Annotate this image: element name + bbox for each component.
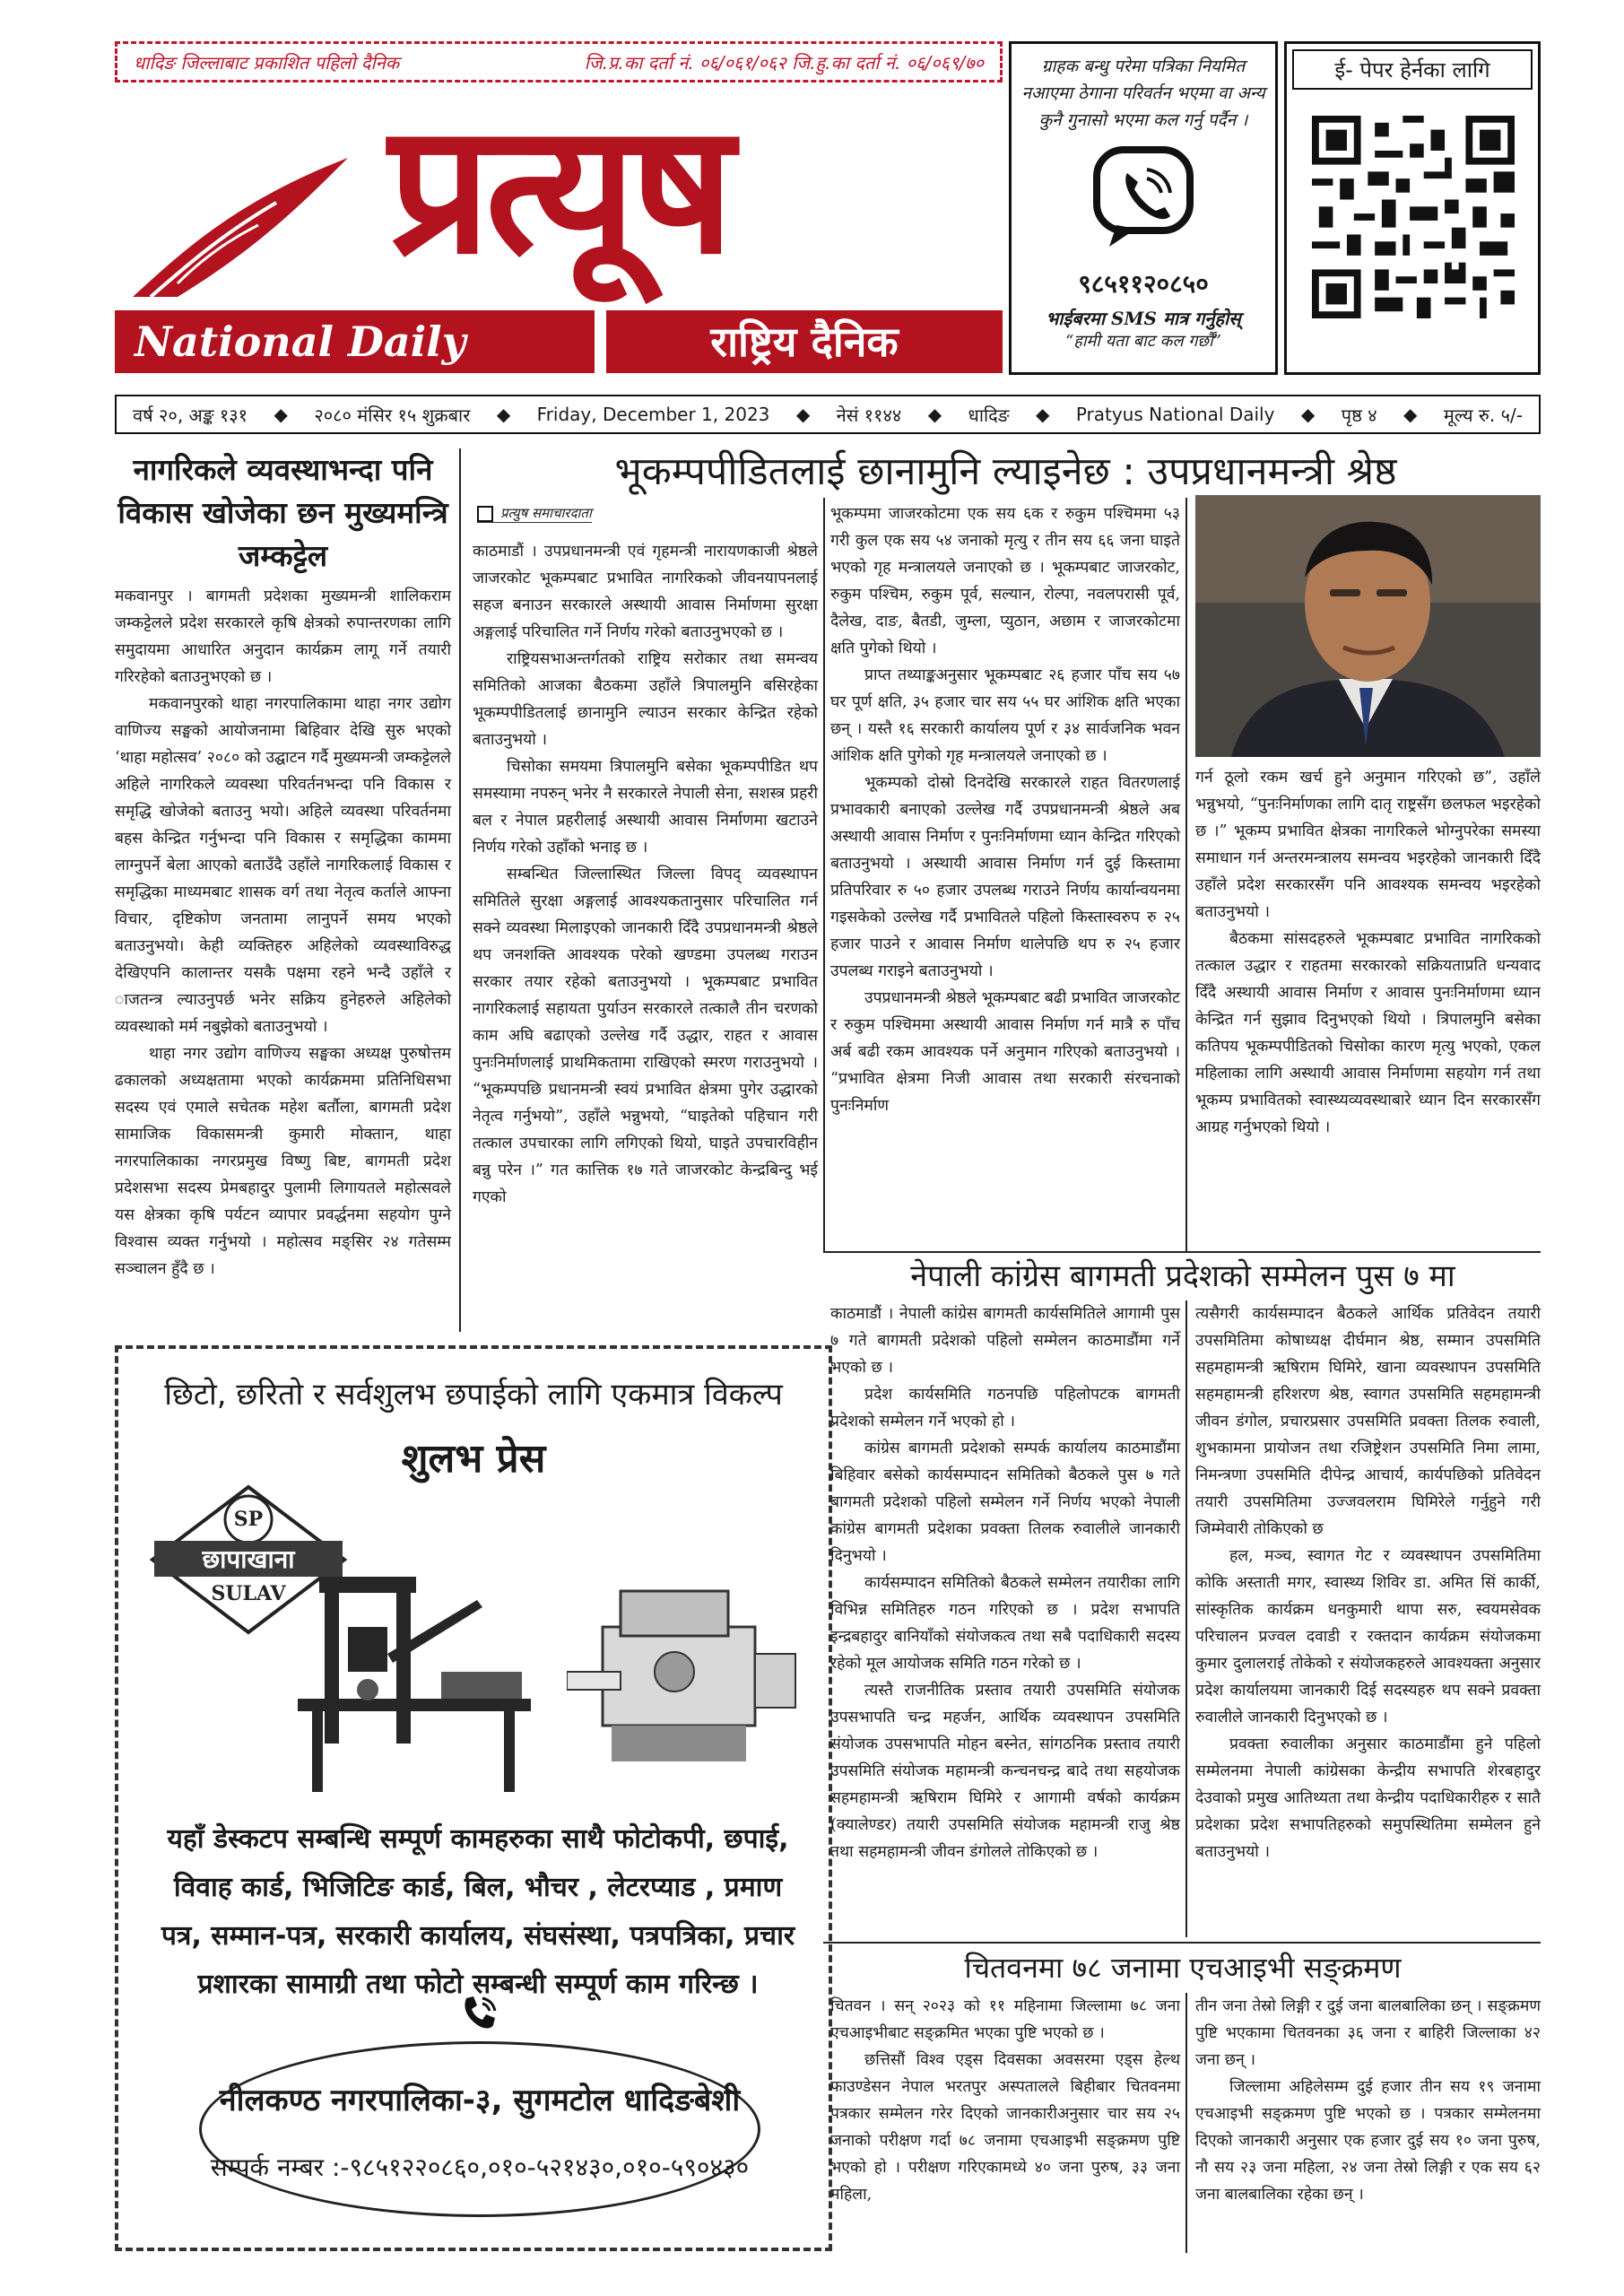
nepal-samvat: नेसं ११४४ bbox=[836, 404, 902, 426]
print-shop-advert bbox=[115, 1345, 832, 2251]
logo-sulav-text: SULAV bbox=[211, 1582, 286, 1605]
congress-para: कार्यसम्पादन समितिको बैठकले सम्मेलन तयारीका लागि विभिन्न समितिहरु गठन गरिएको छ । प्रदेश सभापति इन्द्रबहादुर बानियाँको संयोजकत्व तथा सबै पदाधिकारी सदस्य रहेको मूल आयोजक समिति गठन गरेको छ । bbox=[830, 1574, 1180, 1673]
logo-title: प्रत्यूष bbox=[388, 83, 729, 294]
congress-para: त्यस्तै राजनीतिक प्रस्ताव तयारी उपसमिति संयोजक उपसभापति चन्द्र महर्जन, आर्थिक व्यवस्थापन उपसमिति संयोजक उपसभापति मोहन बस्नेत, सांगठनिक प्रस्ताव तयारी उपसमिति संयोजक महामन्त्री कन्चनचन्द्र बादे तथा सहयोजक सहमहामन्त्री ऋषिराम घिमिरे र आगामी वर्षको कार्यक्रम (क्यालेण्डर) तयारी उपसमिति संयोजक महामन्त्री राजु श्रेष्ठ तथा सहमहामन्त्री जीवन डंगोलले तोकिएको छ । bbox=[830, 1682, 1180, 1861]
hand-press-illustration bbox=[262, 1564, 549, 1797]
callback-slogan: “हामी यता बाट कल गर्छौं” bbox=[1065, 332, 1221, 351]
date-nepali: २०८० मंसिर १५ शुक्रबार bbox=[314, 404, 471, 426]
main-story-para: चिसोका समयमा त्रिपालमुनि बसेका भूकम्पपीडित थप समस्यामा नपरुन् भनेर नै सरकारले नेपाली सेना, सशस्त्र प्रहरी बल र नेपाल प्रहरीलाई अस्थायी आवास निर्माणमा खटाउने निर्णय गरेको उहाँको भनाइ छ । bbox=[473, 758, 818, 857]
congress-col1 bbox=[830, 1300, 1180, 1866]
hiv-para: जिल्लामा अहिलेसम्म दुई हजार तीन सय १९ जनामा एचआइभी सङ्क्रमण पुष्टि भएको छ । पत्रकार सम्मेलनमा दिएको जानकारी अनुसार एक हजार दुई सय १० जना पुरुष, नौ सय २३ जना महिला, २४ जना तेस्रो लिङ्गी र एक सय ६२ जना बालबालिका रहेका छन् । bbox=[1195, 2078, 1541, 2204]
phone-icon bbox=[459, 1993, 499, 2032]
registration-number: जि.प्र.का दर्ता नं. ०६/०६१/०६२ जि.हु.का दर्ता नं. ०६/०६९/७० bbox=[584, 51, 984, 74]
left-story-para: मकवानपुर । बागमती प्रदेशका मुख्यमन्त्री शालिकराम जम्कट्टेलले प्रदेश सरकारले कृषि क्षेत्रको रुपान्तरणका लागि समुदायमा आधारित अनुदान कार्यक्रम लागू गर्ने तयारी गरिरहेको बताउनुभएको छ । bbox=[115, 587, 451, 686]
left-story-para: मकवानपुरको थाहा नगरपालिकामा थाहा नगर उद्योग वाणिज्य सङ्घको आयोजनामा बिहिवार देखि सुरु भएको ‘थाहा महोत्सव’ २०८० को उद्घाटन गर्दै मुख्यमन्त्री जम्कट्टेलले अहिले नागरिकले व्यवस्था परिवर्तनभन्दा पनि विकास र समृद्धि खोजेको बताउनु भयो। अहिले व्यवस्था परिवर्तनमा बहस केन्द्रित गर्नुभन्दा पनि विकास र समृद्धिका काममा लाग्नुपर्ने बेला आएको बताउँदै उहाँले नागरिकलाई विकास र समृद्धिका माध्यमबाट शासक वर्ग तथा नेतृत्व कर्ताले आफ्ना विचार, दृष्टिकोण जनतामा लानुपर्ने समय भएको बताउनुभयो। केही व्यक्तिहरु अहिलेको व्यवस्थाविरुद्ध देखिएपनि कालान्तर यसकै पक्षमा रहने भन्दै उहाँले र ाजतन्त्र ल्याउनुपर्छ भनेर सक्रिय हुनेहरुले अहिलेको व्यवस्थाको मर्म नबुझेको बताउनुभयो । bbox=[115, 695, 451, 1036]
publication-place: धादिङ bbox=[968, 404, 1010, 426]
main-story-para: उपप्रधानमन्त्री श्रेष्ठले भूकम्पबाट बढी प्रभावित जाजरकोट र रुकुम पश्चिममा अस्थायी आवास निर्माण गर्न मात्रै रु पाँच अर्ब बढी रकम आवश्यक पर्ने अनुमान गरिएको बताउनुभयो । “प्रभावित क्षेत्रमा निजी आवास तथा सरकारी संरचनाको पुनःनिर्माण bbox=[830, 989, 1180, 1115]
main-story-col1 bbox=[473, 538, 818, 1211]
congress-para: काठमाडौं । नेपाली कांग्रेस बागमती कार्यसमितिले आगामी पुस ७ गते बागमती प्रदेशको पहिलो सम्मेलन काठमाडौंमा गर्ने भएको छ । bbox=[830, 1305, 1180, 1377]
column-divider bbox=[823, 498, 825, 1251]
advert-tagline: छिटो, छरितो र सर्वशुलभ छपाईको लागि एकमात्र विकल्प bbox=[164, 1377, 783, 1413]
column-divider bbox=[459, 448, 461, 1332]
logo-band-text: छापाखाना bbox=[202, 1544, 295, 1574]
offset-press-illustration bbox=[567, 1573, 800, 1770]
price: मूल्य रु. ५/- bbox=[1443, 404, 1523, 426]
congress-para: प्रदेश कार्यसमिति गठनपछि पहिलोपटक बागमती प्रदेशको सम्मेलन गर्ने भएको हो । bbox=[830, 1386, 1180, 1431]
main-story-para: प्राप्त तथ्याङ्कअनुसार भूकम्पबाट २६ हजार पाँच सय ५७ घर पूर्ण क्षति, ३५ हजार चार सय ५५ घर आंशिक क्षति भएका छन् । यस्तै १६ सरकारी कार्यालय पूर्ण र ३४ सार्वजनिक भवन आंशिक क्षति पुगेको गृह मन्त्रालयले जनाएको छ । bbox=[830, 666, 1180, 765]
issue-info-bar: वर्ष २०, अङ्क १३१ ◆ २०८० मंसिर १५ शुक्रबार ◆ Friday, December 1, 2023 ◆ नेसं ११४४ ◆ धादिङ ◆ Pratyus National Daily ◆ पृष्ठ ४ ◆ मूल्य रु. ५/- bbox=[115, 395, 1541, 434]
page-number: पृष्ठ ४ bbox=[1341, 404, 1377, 426]
subscriber-notice bbox=[1009, 41, 1278, 375]
main-story-para: भूकम्पको दोस्रो दिनदेखि सरकारले राहत वितरणलाई प्रभावकारी बनाएको उल्लेख गर्दै उपप्रधानमन्त्री श्रेष्ठले अब अस्थायी आवास निर्माण र पुनःनिर्माणमा ध्यान केन्द्रित गरिएको बताउनुभयो । अस्थायी आवास निर्माण गर्न दुई किस्तामा प्रतिपरिवार रु ५० हजार उपलब्ध गराउने निर्णय कार्यान्वयनमा गइसकेको उल्लेख गर्दै प्रभावितले पहिलो किस्तास्वरुप रु २५ हजार पाउने र आवास निर्माण थालेपछि थप रु २५ हजार उपलब्ध गराइने बताउनुभयो । bbox=[830, 774, 1180, 980]
newspaper-logo bbox=[115, 83, 1003, 375]
hiv-para: छत्तिसौं विश्व एड्स दिवसका अवसरमा एड्स हेल्थ फाउण्डेसन नेपाल भरतपुर अस्पतालले बिहीबार चितवनमा पत्रकार सम्मेलन गरेर दिएको जानकारीअनुसार चार सय २५ जनाको परीक्षण गर्दा ७८ जनामा एचआइभी सङ्क्रमण पुष्टि भएको हो । परीक्षण गरिएकामध्ये ४० जना पुरुष, ३३ जना महिला, bbox=[830, 2051, 1180, 2204]
byline: प्रत्युष समाचारदाता bbox=[477, 504, 592, 523]
main-story-para: सम्बन्धित जिल्लास्थित जिल्ला विपद् व्यवस्थापन समितिले सुरक्षा अङ्गलाई आवश्यकतानुसार परिचालित गर्न सक्ने व्यवस्था मिलाइएको जानकारी दिँदै उपप्रधानमन्त्री श्रेष्ठले थप जनशक्ति आवश्यक परेको खण्डमा उपलब्ध गराउन सरकार तयार रहेको बताउनुभयो । भूकम्पबाट प्रभावित नागरिकलाई सहायता पुर्याउन सरकारले तत्कालै तीन चरणको काम अघि बढाएको उल्लेख गर्दै उद्धार, राहत र आवास पुनःनिर्माणलाई प्राथमिकतामा राखिएको स्मरण गराउनुभयो । “भूकम्पपछि प्रधानमन्त्री स्वयं प्रभावित क्षेत्रमा पुगेर उद्धारको नेतृत्व गर्नुभयो”, उहाँले भन्नुभयो, “घाइतेको पहिचान गरी तत्काल उपचारका लागि लगिएको थियो, घाइते उपचारविहीन बन्नु परेन ।” गत कात्तिक १७ गते जाजरकोट केन्द्रबिन्दु भई गएको bbox=[473, 865, 818, 1206]
main-story-para: काठमाडौं । उपप्रधानमन्त्री एवं गृहमन्त्री नारायणकाजी श्रेष्ठले जाजरकोट भूकम्पबाट प्रभावित नागरिकको जीवनयापनलाई सहज बनाउन सरकारले अस्थायी आवास निर्माणमा सुरक्षा अङ्गलाई परिचालित गर्ने निर्णय गरेको बताउनुभएको छ । bbox=[473, 543, 818, 641]
congress-para: त्यसैगरी कार्यसम्पादन बैठकले आर्थिक प्रतिवेदन तयारी उपसमितिमा कोषाध्यक्ष दीर्घमान श्रेष्ठ, सम्मान उपसमिति सहमहामन्त्री ऋषिराम घिमिरे, खाना व्यवस्थापन उपसमिति सहमहामन्त्री हरिशरण श्रेष्ठ, स्वागत उपसमिति सहमहामन्त्री जीवन डंगोल, प्रचारप्रसार उपसमिति प्रवक्ता तिलक रुवाली, शुभकामना प्रायोजन तथा रजिष्ट्रेशन उपसमिति निमा लामा, निमन्त्रणा उपसमिति दीपेन्द्र आचार्य, कार्यपछिको प्रतिवेदन तयारी उपसमितिमा उज्जवलराम घिमिरेले गर्नुहुने गरी जिम्मेवारी तोकिएको छ bbox=[1195, 1305, 1541, 1538]
first-daily-label: धादिङ जिल्लाबाट प्रकाशित पहिलो दैनिक bbox=[134, 51, 400, 74]
section-divider bbox=[823, 1251, 1541, 1253]
sms-instruction: भाईबरमा SMS मात्र गर्नुहोस् bbox=[1046, 308, 1241, 329]
advert-name: शुलभ प्रेस bbox=[401, 1436, 546, 1482]
deputy-pm-photo bbox=[1195, 495, 1541, 757]
main-story-para: गर्न ठूलो रकम खर्च हुने अनुमान गरिएको छ”, उहाँले भन्नुभयो, “पुनःनिर्माणका लागि दातृ राष्ट्रसँग छलफल भइरहेको छ ।” भूकम्प प्रभावित क्षेत्रका नागरिकले भोग्नुपरेका समस्या समाधान गर्न अन्तरमन्त्रालय समन्वय भइरहेको जानकारी दिँदै उहाँले प्रदेश सरकारसँग पनि आवश्यक समन्वय भइरहेको बताउनुभयो । bbox=[1195, 769, 1541, 921]
section-divider bbox=[823, 1942, 1541, 1944]
nepali-name: राष्ट्रिय दैनिक bbox=[606, 310, 1003, 373]
notice-text: ग्राहक बन्धु परेमा पत्रिका नियमित नआएमा ठेगाना परिवर्तन भएमा वा अन्य कुनै गुनासो भएमा कल गर्नु पर्दैन । bbox=[1021, 57, 1265, 130]
english-name: National Daily bbox=[115, 310, 595, 373]
hiv-para: तीन जना तेस्रो लिङ्गी र दुई जना बालबालिका छन् । सङ्क्रमण पुष्टि भएकामा चितवनका ३६ जना र बाहिरी जिल्लाका ४२ जना छन् । bbox=[1195, 1997, 1541, 2069]
main-headline: भूकम्पपीडितलाई छानामुनि ल्याइनेछ : उपप्रधानमन्त्री श्रेष्ठ bbox=[614, 449, 1397, 494]
qr-code-icon[interactable] bbox=[1312, 116, 1515, 318]
viber-number[interactable]: ९८५११२०८५० bbox=[1078, 269, 1209, 299]
contact-oval bbox=[199, 2041, 760, 2217]
column-divider bbox=[1185, 1300, 1187, 1937]
advert-contact-numbers[interactable]: सम्पर्क नम्बर :-९८५१२२०८६०,०१०-५२१४३०,०१०-५९०४३० bbox=[210, 2152, 750, 2182]
column-divider bbox=[1185, 498, 1187, 1251]
main-story-para: बैठकमा सांसदहरुले भूकम्पबाट प्रभावित नागरिकको तत्काल उद्धार र राहतमा सरकारको सक्रियताप्रति धन्यवाद दिँदै अस्थायी आवास निर्माण र आवास पुनःनिर्माणमा ध्यान केन्द्रित गर्न सुझाव दिनुभएको थियो । त्रिपालमुनि बसेका कतिपय भूकम्पपीडितको चिसोका कारण मृत्यु भएको, एकल महिलाका लागि अस्थायी आवास निर्माणमा सहयोग गर्न तथा भूकम्प प्रभावितको स्वास्थ्यव्यवस्थाबारे ध्यान दिन सरकारसँग आग्रह गर्नुभएको थियो । bbox=[1195, 930, 1541, 1136]
advert-address: नीलकण्ठ नगरपालिका-३, सुगमटोल धादिङबेशी bbox=[219, 2083, 741, 2118]
left-story-para: थाहा नगर उद्योग वाणिज्य सङ्घका अध्यक्ष पुरुषोत्तम ढकालको अध्यक्षतामा भएको कार्यक्रममा प्रतिनिधिसभा सदस्य एवं एमाले सचेतक महेश बर्तौला, बागमती प्रदेश सामाजिक विकासमन्त्री कुमारी मोक्तान, थाहा नगरपालिकाका नगरप्रमुख विष्णु बिष्ट, बागमती प्रदेश प्रदेशसभा सदस्य प्रेमबहादुर पुलामी लिगायतले महोत्सवले यस क्षेत्रका कृषि पर्यटन व्यापार प्रवर्द्धनमा सहयोग पुग्ने विश्वास व्यक्त गर्नुभयो । महोत्सव मङ्सिर २४ गतेसम्म सञ्चालन हुँदै छ । bbox=[115, 1045, 451, 1278]
congress-para: हल, मञ्च, स्वागत गेट र व्यवस्थापन उपसमितिमा कोकि अस्ताती मगर, स्वास्थ्य शिविर डा. अमित सिं कार्की, सांस्कृतिक कार्यक्रम धनकुमारी थापा सरु, स्वयमसेवक परिचालन प्रज्वल दवाडी र रक्तदान कार्यक्रम संयोजकमा कुमार दुलालराई तोकेको र संयोजकहरुले आवश्यक्ता अनुसार प्रदेश कार्यालयमा जानकारी दिई सदस्यहरु थप सक्ने प्रवक्ता रुवालीले जानकारी दिनुभएको छ । bbox=[1195, 1547, 1541, 1726]
logo-sp-text: SP bbox=[233, 1508, 264, 1531]
hiv-col2 bbox=[1195, 1993, 1541, 2208]
congress-headline: नेपाली कांग्रेस बागमती प्रदेशको सम्मेलन पुस ७ मा bbox=[910, 1258, 1455, 1294]
viber-icon bbox=[1090, 143, 1197, 250]
main-story-col2 bbox=[830, 500, 1180, 1119]
left-story bbox=[115, 448, 451, 1283]
hiv-col1 bbox=[830, 1993, 1180, 2208]
main-story-para: राष्ट्रियसभाअन्तर्गतको राष्ट्रिय सरोकार तथा समन्वय समितिको आजका बैठकमा उहाँले त्रिपालमुनि बसिरहेका भूकम्पपीडितलाई छानामुनि ल्याउन सरकार केन्द्रित रहेको बताउनुभयो । bbox=[473, 650, 818, 749]
epaper-box bbox=[1284, 41, 1541, 375]
main-story-col3 bbox=[1195, 764, 1541, 1141]
english-title: Pratyus National Daily bbox=[1075, 404, 1275, 425]
main-story-para: भूकम्पमा जाजरकोटमा एक सय ६क र रुकुम पश्चिममा ५३ गरी कुल एक सय ५४ जनाको मृत्यु र तीन सय ६६ जना घाइते भएको गृह मन्त्रालयले जनाएको छ । भूकम्पबाट जाजरकोट, रुकुम पश्चिम, रुकुम पूर्व, सल्यान, रोल्पा, नवलपरासी पूर्व, दैलेख, दाङ, बैतडी, जुम्ला, प्युठान, अछाम र जाजरकोटमा क्षति पुगेको थियो । bbox=[830, 505, 1180, 657]
column-divider bbox=[1185, 1993, 1187, 2253]
person-portrait-icon bbox=[1195, 495, 1541, 757]
volume-issue: वर्ष २०, अङ्क १३१ bbox=[133, 404, 248, 426]
congress-para: कांग्रेस बागमती प्रदेशको सम्पर्क कार्यालय काठमाडौंमा बिहिवार बसेको कार्यसम्पादन समितिको बैठकले पुस ७ गते बागमती प्रदेशको पहिलो सम्मेलन गर्ने निर्णय भएको नेपाली कांग्रेस बागमती प्रदेशका प्रवक्ता तिलक रुवालीले जानकारी दिनुभयो । bbox=[830, 1439, 1180, 1565]
congress-para: प्रवक्ता रुवालीका अनुसार काठमाडौंमा हुने पहिलो सम्मेलनमा नेपाली कांग्रेसका केन्द्रीय सभापति शेरबहादुर देउवाको प्रमुख आतिथ्यता तथा केन्द्रीय पदाधिकारीहरु र सातै प्रदेशका प्रदेश सभापतिहरुको समुपस्थितिमा सम्मेलन हुने बताउनुभयो । bbox=[1195, 1735, 1541, 1861]
congress-col2 bbox=[1195, 1300, 1541, 1866]
hiv-headline: चितवनमा ७८ जनामा एचआइभी सङ्क्रमण bbox=[964, 1951, 1402, 1985]
left-story-headline: नागरिकले व्यवस्थाभन्दा पनि विकास खोजेका छन मुख्यमन्त्रि जम्कट्टेल bbox=[117, 452, 448, 573]
advert-services: यहाँ डेस्कटप सम्बन्धि सम्पूर्ण कामहरुका साथै फोटोकपी, छपाई, विवाह कार्ड, भिजिटिङ कार्ड, बिल, भौचर , लेटरप्याड , प्रमाण पत्र, सम्मान-पत्र, सरकारी कार्यालय, संघसंस्था, पत्रपत्रिका, प्रचार प्रशारका सामाग्री तथा फोटो सम्बन्धी सम्पूर्ण काम गरिन्छ । bbox=[161, 1823, 795, 2000]
hiv-para: चितवन । सन् २०२३ को ११ महिनामा जिल्लामा ७८ जना एचआइभीबाट सङ्क्रमित भएका पुष्टि भएको छ । bbox=[830, 1997, 1180, 2042]
epaper-label: ई- पेपर हेर्नका लागि bbox=[1292, 49, 1533, 90]
registration-strip bbox=[115, 41, 1003, 83]
date-english: Friday, December 1, 2023 bbox=[536, 404, 770, 425]
